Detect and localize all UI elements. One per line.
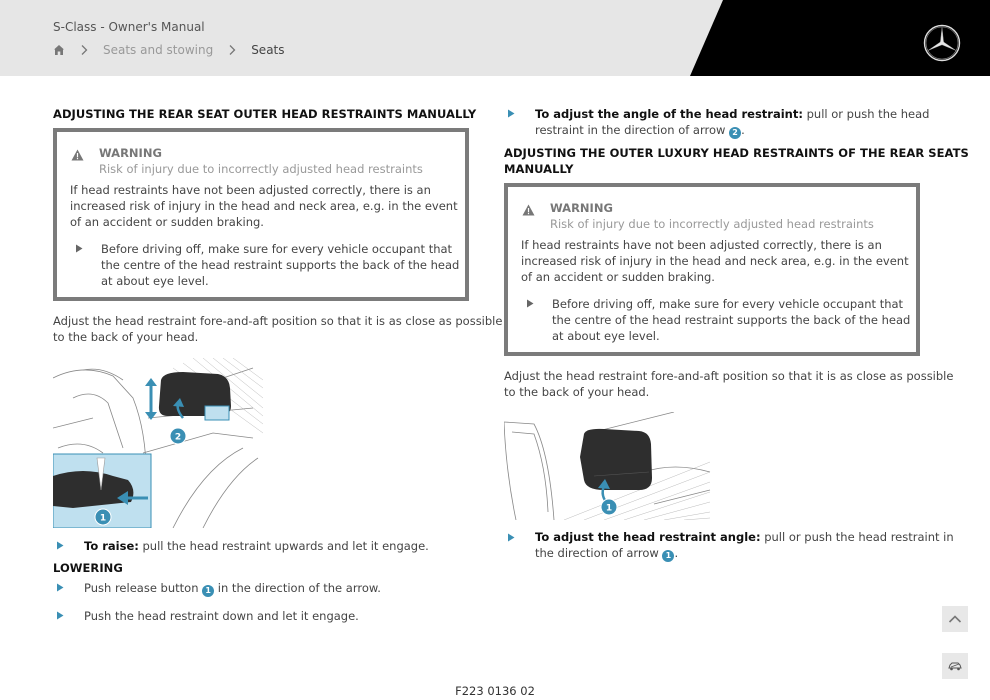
- chevron-right-icon: [227, 44, 237, 56]
- angle2-text: the direction of arrow: [535, 546, 663, 560]
- figure-badge-1: 1: [605, 503, 613, 514]
- lowering-step-1-text: in the direction of the arrow.: [214, 581, 381, 595]
- bullet-arrow-icon: [526, 299, 534, 308]
- warning-body-line: of an accident or sudden braking.: [521, 270, 715, 284]
- bullet-arrow-icon: [75, 244, 83, 253]
- heading-line: MANUALLY: [504, 162, 574, 176]
- warning-bullet-line: at about eye level.: [101, 274, 209, 288]
- warning-bullet-text: [552, 296, 910, 344]
- bullet-arrow-icon: [507, 109, 515, 118]
- warning-bullet-line: the centre of the head restraint supports the back of the head: [101, 258, 460, 272]
- warning-box-left: [53, 128, 469, 301]
- home-icon[interactable]: [53, 44, 65, 56]
- angle-instruction: To adjust the angle of the head restraint: pull or push the head restraint in the direction of arrow 2 .: [535, 107, 930, 137]
- car-icon: [947, 661, 963, 671]
- warning-box-right: [504, 183, 920, 356]
- warning-subtitle: Risk of injury due to incorrectly adjusted head restraints: [550, 217, 874, 231]
- chevron-right-icon: [79, 44, 89, 56]
- figure-badge-1: 1: [99, 513, 107, 524]
- breadcrumb: [53, 42, 285, 58]
- app-title: S-Class - Owner's Manual: [53, 20, 205, 34]
- warning-body-line: increased risk of injury in the head and neck area, e.g. in the event: [70, 199, 458, 213]
- warning-body: [70, 182, 458, 230]
- figure-id: F223 0136 02: [455, 684, 535, 698]
- bullet-arrow-icon: [56, 611, 64, 620]
- angle-label: To adjust the angle of the head restraint:: [535, 107, 803, 121]
- breadcrumb-item-seats: Seats: [251, 43, 285, 57]
- inline-badge-1: 1: [202, 585, 214, 597]
- warning-triangle-icon: [522, 204, 535, 216]
- warning-body-line: of an accident or sudden braking.: [70, 215, 264, 229]
- warning-body: [521, 237, 909, 285]
- warning-bullet-line: Before driving off, make sure for every vehicle occupant that: [552, 297, 904, 311]
- intro-line: Adjust the head restraint fore-and-aft position so that it is as close as possible: [53, 314, 503, 328]
- section-heading-rear-seat: ADJUSTING THE REAR SEAT OUTER HEAD RESTRAINTS MANUALLY: [53, 107, 477, 121]
- warning-body-line: If head restraints have not been adjusted correctly, there is an: [70, 183, 431, 197]
- angle2-label: To adjust the head restraint angle:: [535, 530, 761, 544]
- intro-line: to the back of your head.: [53, 330, 199, 344]
- bullet-arrow-icon: [507, 533, 515, 542]
- intro-text-right: [504, 368, 953, 400]
- angle2-text: pull or push the head restraint in: [760, 530, 954, 544]
- angle-text: pull or push the head: [802, 107, 930, 121]
- bullet-arrow-icon: [56, 541, 64, 550]
- warning-subtitle: Risk of injury due to incorrectly adjusted head restraints: [99, 162, 423, 176]
- intro-line: Adjust the head restraint fore-and-aft position so that it is as close as possible: [504, 369, 954, 383]
- chevron-up-icon: [948, 614, 962, 624]
- warning-bullet-line: the centre of the head restraint supports the back of the head: [552, 313, 911, 327]
- inline-badge-2: 2: [729, 127, 741, 139]
- warning-bullet-line: Before driving off, make sure for every vehicle occupant that: [101, 242, 453, 256]
- lowering-heading: LOWERING: [53, 561, 123, 575]
- angle-text: restraint in the direction of arrow: [535, 123, 730, 137]
- raise-label: To raise:: [84, 539, 139, 553]
- warning-bullet-line: at about eye level.: [552, 329, 660, 343]
- head-restraint-illustration-right: [504, 412, 712, 520]
- inline-badge-1: 1: [662, 550, 674, 562]
- lowering-step-1-text: Push release button: [84, 581, 203, 595]
- section-heading-luxury: [504, 145, 969, 177]
- bullet-arrow-icon: [56, 583, 64, 592]
- intro-line: to the back of your head.: [504, 385, 650, 399]
- raise-text: pull the head restraint upwards and let it engage.: [138, 539, 429, 553]
- car-view-button[interactable]: [942, 653, 968, 679]
- warning-body-line: If head restraints have not been adjusted correctly, there is an: [521, 238, 882, 252]
- warning-title: WARNING: [99, 146, 162, 160]
- header-bar: [0, 0, 990, 76]
- figure-badge-2: 2: [174, 432, 182, 443]
- mercedes-star-logo-icon[interactable]: [923, 24, 961, 62]
- lowering-step-2: Push the head restraint down and let it engage.: [84, 609, 359, 623]
- head-restraint-illustration-left: [53, 358, 263, 528]
- intro-text-left: [53, 313, 502, 345]
- warning-triangle-icon: [71, 149, 84, 161]
- angle-instruction-luxury: To adjust the head restraint angle: pull or push the head restraint in the direction of arrow 1 .: [535, 530, 954, 560]
- breadcrumb-item-seats-and-stowing[interactable]: Seats and stowing: [103, 43, 214, 57]
- heading-line: ADJUSTING THE OUTER LUXURY HEAD RESTRAINTS OF THE REAR SEATS: [504, 146, 969, 160]
- lowering-step-1: [84, 580, 381, 597]
- warning-title: WARNING: [550, 201, 613, 215]
- scroll-to-top-button[interactable]: [942, 606, 968, 632]
- warning-bullet-text: [101, 241, 459, 289]
- warning-body-line: increased risk of injury in the head and neck area, e.g. in the event: [521, 254, 909, 268]
- raise-instruction: [84, 538, 429, 554]
